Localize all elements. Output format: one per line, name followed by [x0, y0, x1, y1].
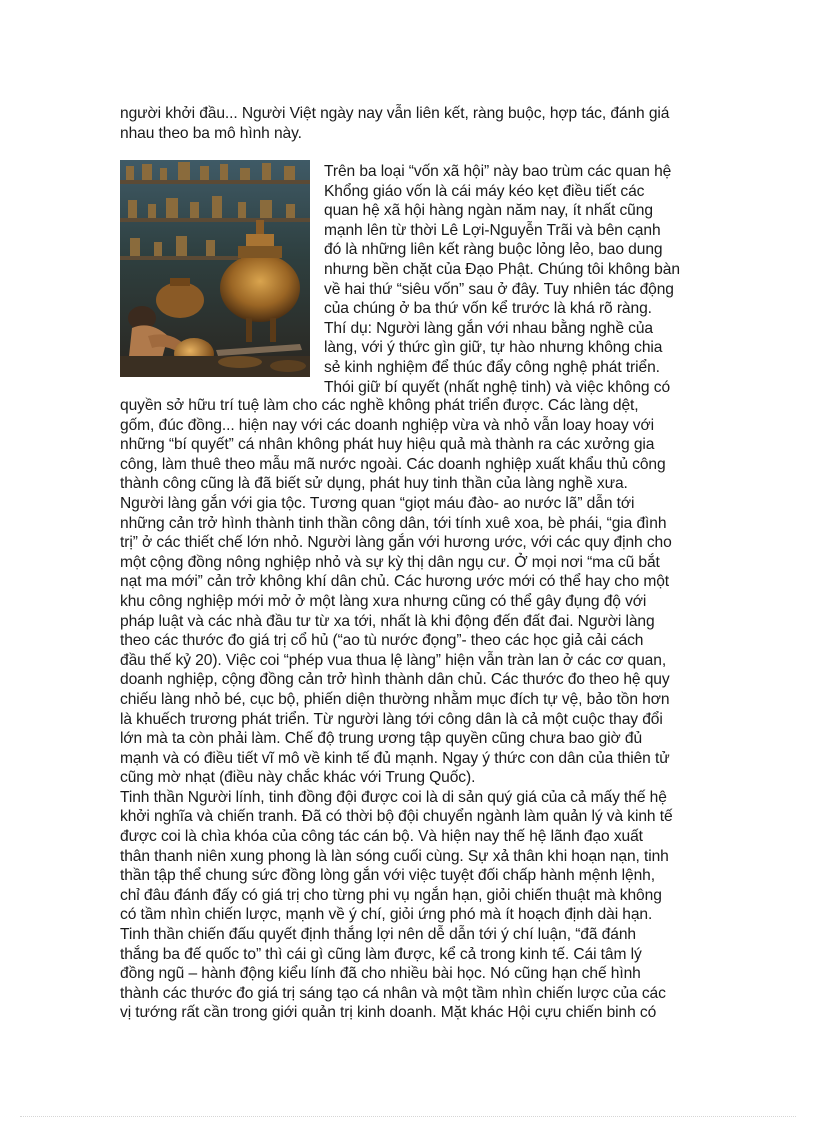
text-line: của chúng ở ba thứ vốn kể trước là khá rõ ràng. [324, 300, 652, 318]
side-paragraph [324, 162, 700, 397]
text-line: Trên ba loại “vốn xã hội” này bao trùm các quan hệ [324, 163, 672, 180]
text-line: về hai thứ “siêu vốn” sau ở đây. Tuy nhiên tác động [324, 280, 674, 298]
text-line: Tinh thần chiến đấu quyết định thắng lợi nên dễ dẫn tới ý chí luận, “đã đánh [120, 926, 636, 944]
text-line: Khổng giáo vốn là cái máy kéo kẹt điều tiết các [324, 182, 645, 200]
text-line: mạnh lên từ thời Lê Lợi-Nguyễn Trãi và bên cạnh [324, 221, 661, 239]
text-line: pháp luật và các nhà đầu tư từ xa tới, nhất là khi động đến đất đai. Người làng [120, 612, 655, 630]
text-line: chỉ đâu đánh đấy có giá trị cho từng phi vụ ngắn hạn, giỏi chiến thuật mà không [120, 886, 662, 904]
text-line: nhau theo ba mô hình này. [120, 124, 302, 142]
text-line: một cộng đồng nông nghiệp nhỏ và sự kỳ thị dân ngụ cư. Ở mọi nơi “ma cũ bắt [120, 553, 660, 571]
text-line: quan hệ xã hội hàng ngàn năm nay, ít nhất cũng [324, 202, 653, 220]
text-line: trị” ở các thiết chế lớn nhỏ. Người làng gắn với hương ước, với các quy định cho [120, 534, 672, 552]
text-line: làng, với ý thức gìn giữ, tự hào nhưng không chia [324, 339, 663, 357]
main-body-text [120, 396, 702, 1023]
text-line: đồng ngũ – hành động kiểu lính đã cho nhiều bài học. Nó cũng hạn chế hình [120, 965, 641, 983]
text-line: những cản trở hình thành tinh thần công dân, tới tính xuê xoa, bè phái, “gia đình [120, 514, 667, 532]
text-line: khu công nghiệp mới mở ở một làng xưa nhưng cũng có thể gây đụng độ với [120, 592, 647, 610]
page-bottom-rule [20, 1116, 796, 1117]
text-line: khởi nghĩa và chiến tranh. Đã có thời bộ đội chuyển ngành làm quản lý và kinh tế [120, 808, 673, 826]
workshop-photo [120, 160, 310, 377]
text-line: quyền sở hữu trí tuệ làm cho các nghề không phát triển được. Các làng dệt, [120, 397, 639, 414]
text-line: người khởi đầu... Người Việt ngày nay vẫn liên kết, ràng buộc, hợp tác, đánh giá [120, 105, 670, 122]
text-line: theo các thước đo giá trị cổ hủ (“ao tù nước đọng”- theo các học giả cải cách [120, 632, 644, 650]
text-line: doanh nghiệp, cộng đồng cản trở hình thành dân chủ. Các thước đo theo hệ quy [120, 671, 670, 689]
text-line: lớn mà ta còn phải làm. Chế độ trung ương tập quyền cũng chưa bao giờ đủ [120, 730, 643, 748]
text-line: gốm, đúc đồng... hiện nay với các doanh nghiệp vừa và nhỏ vẫn loay hoay với [120, 416, 654, 434]
text-line: thắng ba đế quốc to” thì cái gì cũng làm được, kể cả trong kinh tế. Cái tâm lý [120, 945, 642, 963]
text-line: Thói giữ bí quyết (nhất nghệ tinh) và việc không có [324, 378, 671, 396]
text-line: những “bí quyết” cá nhân không phát huy hiệu quả mà thành ra các xưởng gia [120, 436, 655, 454]
intro-paragraph [120, 104, 700, 143]
text-line: thành công cũng là đã biết sử dụng, phát huy tinh thần của làng nghề xưa. [120, 475, 628, 493]
text-line: thần tập thể chung sức đồng lòng gắn với việc tuyệt đối chấp hành mệnh lệnh, [120, 867, 655, 885]
text-line: vị tướng rất cần trong giới quản trị kinh doanh. Mặt khác Hội cựu chiến binh có [120, 1004, 657, 1022]
text-line: Thí dụ: Người làng gắn với nhau bằng nghề của [324, 319, 653, 337]
text-line: nạt ma mới” cản trở không khí dân chủ. Các hương ước mới có thể hay cho một [120, 573, 670, 591]
text-line: có tầm nhìn chiến lược, mạnh về ý chí, giỏi ứng phó mà ít hoạch định dài hạn. [120, 906, 653, 924]
text-line: là khuếch trương phát triển. Từ người làng tới công dân là cả một cuộc thay đổi [120, 710, 663, 728]
text-line: nhưng bền chặt của Đạo Phật. Chúng tôi không bàn [324, 260, 680, 278]
text-line: Tinh thần Người lính, tinh đồng đội được coi là di sản quý giá của cả mấy thế hệ [120, 788, 667, 806]
text-line: đầu thế kỷ 20). Việc coi “phép vua thua lệ làng” hiện vẫn tràn lan ở các cơ quan, [120, 651, 667, 669]
text-line: Người làng gắn với gia tộc. Tương quan “giọt máu đào- ao nước lã” dẫn tới [120, 494, 635, 512]
text-line: mạnh và có điều tiết vĩ mô về kinh tế đủ mạnh. Ngay ý thức con dân của thiên tử [120, 749, 670, 767]
text-line: sẻ kinh nghiệm để thúc đẩy công nghệ phát triển. [324, 358, 660, 376]
text-line: thân thanh niên xung phong là làn sóng cuối cùng. Sự xả thân khi hoạn nạn, tinh [120, 847, 669, 865]
text-line: công, làm thuê theo mẫu mã nước ngoài. Các doanh nghiệp xuất khẩu thủ công [120, 455, 666, 473]
text-line: được coi là chìa khóa của công tác cán bộ. Và hiện nay thế hệ lãnh đạo xuất [120, 828, 643, 846]
text-line: cũng mờ nhạt (điều này chắc khác với Trung Quốc). [120, 769, 476, 787]
text-line: chiếu làng nhỏ bé, cục bộ, phiến diện thường nhằm mục đích tự vệ, bảo tồn hơn [120, 690, 670, 708]
text-line: đó là những liên kết ràng buộc lỏng lẻo, bao dung [324, 241, 663, 259]
text-line: thành các thước đo giá trị sáng tạo cá nhân và một tầm nhìn chiến lược của các [120, 984, 666, 1002]
